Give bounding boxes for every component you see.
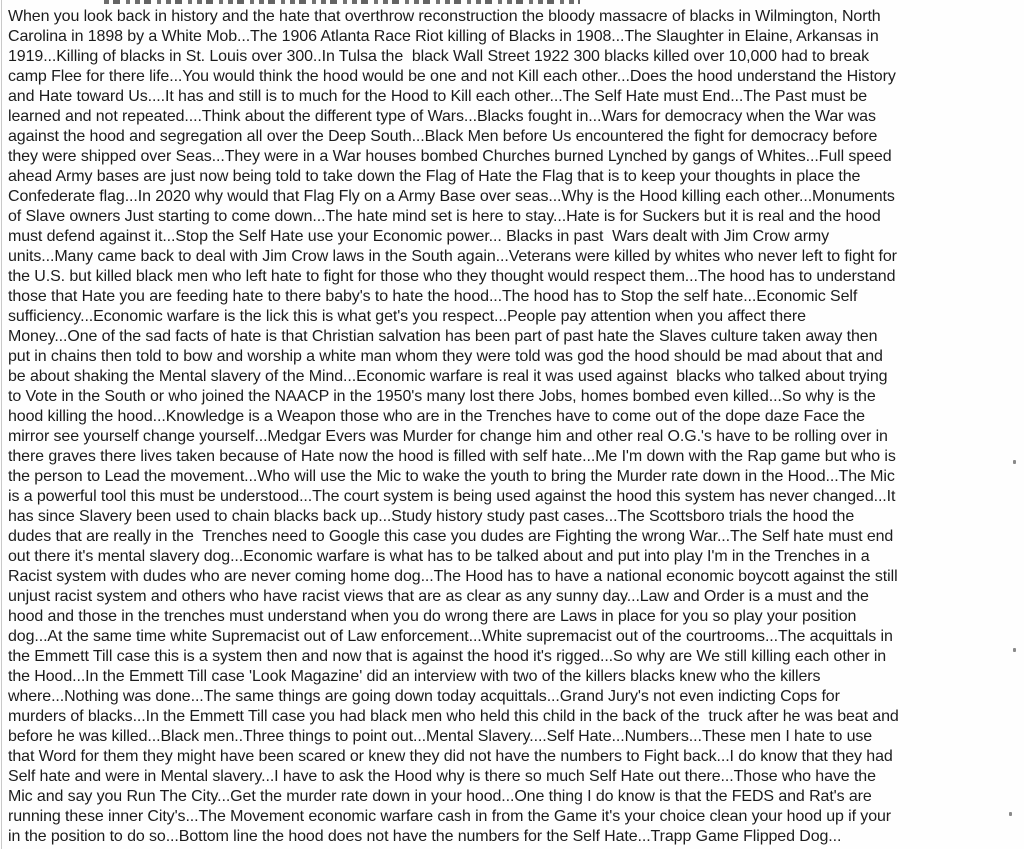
text-line: dog...At the same time white Supremacist out of Law enforcement...White supremacist out of the courtrooms...The acquittals in: [8, 628, 893, 645]
text-line: 1919...Killing of blacks in St. Louis over 300..In Tulsa the black Wall Street 1922 300 blacks killed over 10,000 had to break: [8, 48, 869, 65]
text-line: against the hood and segregation all over the Deep South...Black Men before Us encountered the fight for democracy before: [8, 128, 878, 145]
scan-speck: [1013, 648, 1016, 652]
text-line: learned and not repeated....Think about the different type of Wars...Blacks fought in...Wars for democracy when the War was: [8, 108, 876, 125]
text-line: out there it's mental slavery dog...Economic warfare is what has to be talked about and put into play I'm in the Trenches in a: [8, 548, 870, 565]
text-line: Money...One of the sad facts of hate is that Christian salvation has been part of past hate the Slaves culture taken away then: [8, 328, 878, 345]
text-line: murders of blacks...In the Emmett Till case you had black men who held this child in the back of the truck after he was beat and: [8, 708, 899, 725]
text-line: in the position to do so...Bottom line the hood does not have the numbers for the Self Hate...Trapp Game Flipped Dog...: [8, 828, 842, 845]
text-line: is a powerful tool this must be understood...The court system is being used against the hood this system has never changed...It: [8, 488, 896, 505]
text-line: camp Flee for there life...You would think the hood would be one and not Kill each other...Does the hood understand the History: [8, 68, 896, 85]
text-line: where...Nothing was done...The same things are going down today acquittals...Grand Jury's not even indicting Cops for: [8, 688, 840, 705]
scan-speck: [1009, 812, 1012, 816]
clipped-top-text-fragment: [104, 0, 580, 4]
text-line: dudes that are really in the Trenches need to Google this case you dudes are Fighting the wrong War...The Self hate must end: [8, 528, 894, 545]
text-line: hood and those in the trenches must understand when you do wrong there are Laws in place for you so play your position: [8, 608, 857, 625]
text-line: that Word for them they might have been scared or knew they did not have the numbers to Fight back...I do know that they had: [8, 748, 893, 765]
text-line: there graves there lives taken because of Hate now the hood is filled with self hate...Me I'm down with the Rap game but who is: [8, 448, 896, 465]
text-line: sufficiency...Economic warfare is the lick this is what get's you respect...People pay attention when you affect there: [8, 308, 806, 325]
text-line: Carolina in 1898 by a White Mob...The 1906 Atlanta Race Riot killing of Blacks in 1908...The Slaughter in Elaine, Arkansas in: [8, 28, 879, 45]
text-line: of Slave owners Just starting to come down...The hate mind set is here to stay...Hate is for Suckers but it is real and the hood: [8, 208, 881, 225]
text-line: the person to Lead the movement...Who will use the Mic to wake the youth to bring the Murder rate down in the Hood...The Mic: [8, 468, 895, 485]
text-line: must defend against it...Stop the Self Hate use your Economic power... Blacks in past Wars dealt with Jim Crow army: [8, 228, 830, 245]
text-line: units...Many came back to deal with Jim Crow laws in the South again...Veterans were killed by whites who never left to fight for: [8, 248, 897, 265]
text-line: put in chains then told to bow and worship a white man whom they were told was god the hood should be mad about that and: [8, 348, 883, 365]
text-line: those that Hate you are feeding hate to there baby's to hate the hood...The hood has to Stop the self hate...Economic Self: [8, 288, 858, 305]
text-line: the Hood...In the Emmett Till case 'Look Magazine' did an interview with two of the killers blacks knew who the killers: [8, 668, 821, 685]
text-line: Racist system with dudes who are never coming home dog...The Hood has to have a national economic boycott against the still: [8, 568, 898, 585]
text-line: running these inner City's...The Movement economic warfare cash in from the Game it's your choice clean your hood up if your: [8, 808, 892, 825]
text-line: has since Slavery been used to chain blacks back up...Study history study past cases...The Scottsboro trials the hood the: [8, 508, 855, 525]
text-line: When you look back in history and the hate that overthrow reconstruction the bloody massacre of blacks in Wilmington, North: [8, 8, 881, 25]
scan-edge-line: [1, 0, 2, 849]
text-line: they were shipped over Seas...They were in a War houses bombed Churches burned Lynched by gangs of Whites...Full speed: [8, 148, 892, 165]
text-line: before he was killed...Black men..Three things to point out...Mental Slavery....Self Hate...Numbers...These men I hate to use: [8, 728, 873, 745]
text-line: to Vote in the South or who joined the NAACP in the 1950's many lost there Jobs, homes bombed even killed...So why is the: [8, 388, 876, 405]
text-line: be about shaking the Mental slavery of the Mind...Economic warfare is real it was used against blacks who talked about trying: [8, 368, 888, 385]
text-line: the Emmett Till case this is a system then and now that is against the hood it's rigged...So why are We still killing each other in: [8, 648, 887, 665]
text-line: hood killing the hood...Knowledge is a Weapon those who are in the Trenches have to come out of the dope daze Face the: [8, 408, 865, 425]
text-line: Mic and say you Run The City...Get the murder rate down in your hood...One thing I do know is that the FEDS and Rat's are: [8, 788, 872, 805]
text-line: Self hate and were in Mental slavery...I have to ask the Hood why is there so much Self Hate out there...Those who have the: [8, 768, 876, 785]
text-line: mirror see yourself change yourself...Medgar Evers was Murder for change him and other real O.G.'s have to be rolling over in: [8, 428, 888, 445]
text-line: ahead Army bases are just now being told to take down the Flag of Hate the Flag that is to keep your thoughts in place the: [8, 168, 861, 185]
scan-speck: [1013, 460, 1016, 464]
text-line: unjust racist system and others who have racist views that are as clear as any sunny day...Law and Order is a must and the: [8, 588, 869, 605]
document-text-block: [8, 7, 1016, 847]
text-line: and Hate toward Us....It has and still is to much for the Hood to Kill each other...The Self Hate must End...The Past must be: [8, 88, 868, 105]
text-line: the U.S. but killed black men who left hate to fight for those who they thought would respect them...The hood has to understand: [8, 268, 896, 285]
text-line: Confederate flag...In 2020 why would that Flag Fly on a Army Base over seas...Why is the Hood killing each other...Monuments: [8, 188, 895, 205]
